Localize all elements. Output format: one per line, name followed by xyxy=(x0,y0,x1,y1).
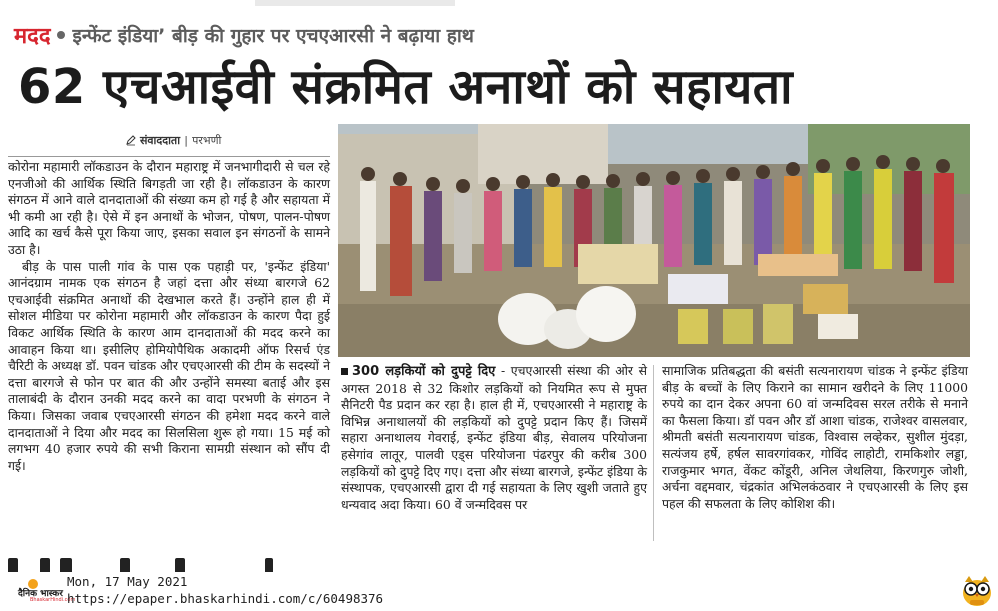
article-paragraph: बीड़ के पास पाली गांव के पास एक पहाड़ी पर, 'इन्फेंट इंडिया' आनंदग्राम नामक एक संगठन है जहां दत्ता और संध्या बारगजे 62 एचआईवी संक्रमित अनाथों की देखभाल करते हैं। उन्होंने हाल ही में सोशल मीडिया पर कोरोना महामारी और लॉकडाउन के कारण पैदा हुई विकट आर्थिक स्थिति के कारण आम दानदाताओं की मदद करने का आवाहन किया था। इसीलिए होमियोपैथिक अकादमी ऑफ रिसर्च एंड चैरिटी के अध्यक्ष डॉ. पवन चांडक और एचएआरसी की टीम के सदस्यों ने दत्ता बारगजे से फोन पर बात की और उन्होंने समस्या बताई और इस तालाबंदी के दौरान उनकी मदद करने का वादा परभणी के संगठन ने किया। जिसका जवाब एचएआरसी संगठन की हमेशा मदद करने वाले दानदाताओं ने दिया और मदद का सिलसिला शुरू हो गया। 15 मई को लगभग 40 हजार रुपये की सभी किराना सामग्री संस्थान को सौंप दी गई। xyxy=(8,258,330,473)
subhead-bullet-icon xyxy=(341,368,348,375)
kicker-text: इन्फेंट इंडिया’ बीड़ की गुहार पर एचएआरसी ने बढ़ाया हाथ xyxy=(72,25,474,47)
caption-divider xyxy=(653,365,654,541)
footer-url[interactable]: https://epaper.bhaskarhindi.com/c/60498376 xyxy=(67,591,384,606)
article-paragraph: कोरोना महामारी लॉकडाउन के दौरान महाराष्ट्र में जनभागीदारी से चल रहे एनजीओ की आर्थिक स्थिति बिगड़ती जा रही है। लॉकडाउन के कारण संगठन में आने वाले दानदाताओं की संख्या कम हो गई है और सहायता में भी कमी आ रही है। ऐसे में इन अनाथों के भोजन, पोषण, पालन-पोषण आदि का खर्च कैसे पूरा किया जाए, इसका सवाल इन संगठनों के सामने उठा है। xyxy=(8,159,330,257)
newspaper-logo[interactable] xyxy=(8,576,76,606)
byline-separator: | xyxy=(184,133,189,147)
article-mid-paragraph xyxy=(341,363,647,513)
byline-author: संवाददाता xyxy=(140,133,181,147)
logo-subtext: BhaskarHindi.com xyxy=(30,597,76,603)
kicker xyxy=(14,20,474,50)
footer-meta xyxy=(67,573,383,607)
mid-text: - एचएआरसी संस्था की ओर से अगस्त 2018 से 32 किशोर लड़कियों को नियमित रूप से मुफ्त सैनिटरी पैड प्रदान कर रहा है। हाल ही में, एचएआरसी ने महाराष्ट्र के विभिन्न अनाथालयों की लड़कियों को दुपट्टे प्रदान किए हैं। जिसमें सहारा अनाथालय गेवराई, इन्फेंट इंडिया बीड़, सेवालय परियोजना हसेगांव लातूर, पालवी एड्स परियोजना पंढरपुर की करीब 300 लड़कियों को दुपट्टे दिए गए। दत्ता और संध्या बारगजे, इन्फेंट इंडिया के संस्थापक, एचएआरसी द्वारा दी गई सहायता के लिए खुशी जताते हुए धन्यवाद अदा किया। 60 वें जन्मदिवस पर xyxy=(341,363,647,512)
subhead: 300 लड़कियों को दुपट्टे दिए xyxy=(352,364,496,379)
article-right-column xyxy=(662,363,968,547)
pen-icon xyxy=(125,134,137,146)
headline: 62 एचआईवी संक्रमित अनाथों को सहायता xyxy=(18,59,794,115)
footer-date: Mon, 17 May 2021 xyxy=(67,574,188,589)
logo-text: दैनिक भास्कर xyxy=(18,589,63,599)
kicker-tag: मदद xyxy=(14,24,51,49)
byline-place: परभणी xyxy=(192,133,222,147)
column-rule xyxy=(8,156,330,157)
article-mid-column xyxy=(341,363,647,547)
kicker-dot-icon xyxy=(57,31,65,39)
cut-off-text-strip xyxy=(0,556,998,572)
footer xyxy=(0,572,998,611)
group-photo xyxy=(338,124,970,357)
article-left-column xyxy=(8,159,330,559)
group-photo-image xyxy=(338,124,970,357)
owl-mascot-icon xyxy=(960,572,994,608)
byline xyxy=(125,131,221,149)
top-strip xyxy=(255,0,455,6)
article-right-paragraph: सामाजिक प्रतिबद्धता की बसंती सत्यनारायण चांडक ने इन्फेंट इंडिया बीड़ के बच्चों के लिए किराने का सामान खरीदने के लिए 11000 रुपये का दान देकर अपना 60 वां जन्मदिवस सरल तरीके से मनाने का फैसला किया। डॉ पवन और डॉ आशा चांडक, राजेश्वर वासलवार, श्रीमती बसंती सत्यनारायण चांडक, विश्वास लव्हेकर, सुशील मुंदड़ा, सत्यंजय हर्षे, हर्षल सावरगांवकर, गोविंद लाहोटी, रामकिशोर लड्डा, राजकुमार भगत, वेंकट कोंडूरी, अनिल जेथलिया, किरणगुरु जोशी, अर्चना वद्दमवार, चंद्रकांत अभिलकंठवार ने एचएआरसी के लिए इस पहल की सफलता के लिए कोशिश की। xyxy=(662,363,968,511)
